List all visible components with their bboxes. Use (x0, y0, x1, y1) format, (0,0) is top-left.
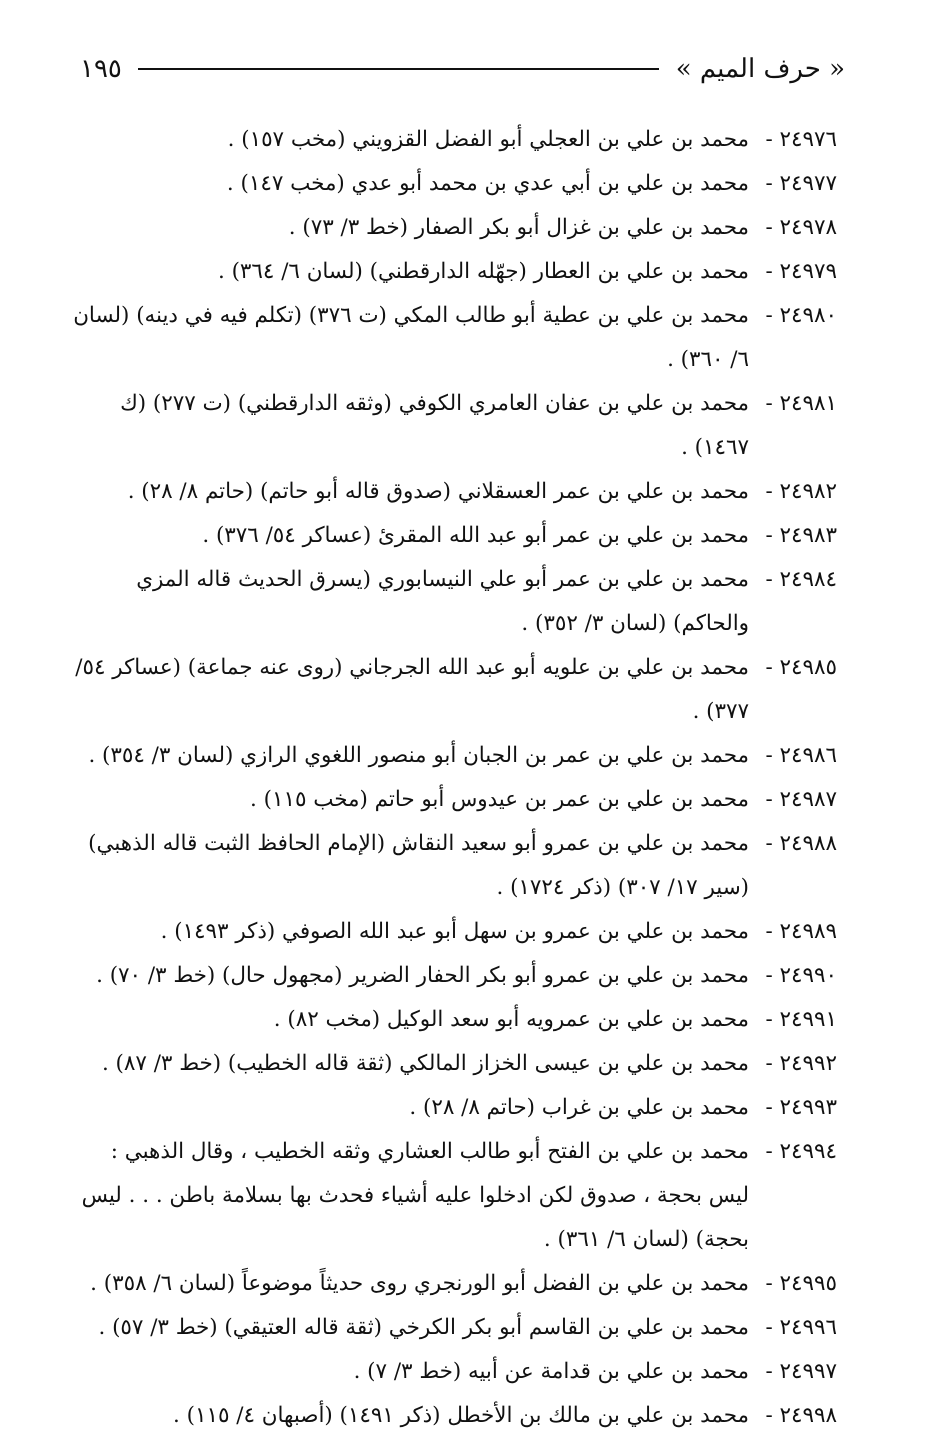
entry (70, 646, 837, 734)
entry-text: محمد بن علي بن مالك بن الأخطل (ذكر ١٤٩١) (أصبهان ٤/ ١١٥) . (173, 1403, 749, 1428)
entry-text: محمد بن علي بن عمر أبو علي النيسابوري (يسرق الحديث قاله المزي والحاكم) (لسان ٣/ ٣٥٢) . (136, 567, 749, 636)
entry (70, 206, 837, 250)
entry (70, 382, 837, 470)
entry-number: ٢٤٩٨٦ - (765, 743, 837, 768)
entry-number: ٢٤٩٩٨ - (765, 1403, 837, 1428)
entry (70, 1042, 837, 1086)
entry-text: محمد بن علي بن عمرو أبو سعيد النقاش (الإمام الحافظ الثبت قاله الذهبي) (سير ١٧/ ٣٠٧) (ذكر ١٧٢٤) . (88, 831, 749, 900)
entry-number: ٢٤٩٨١ - (765, 391, 837, 416)
entry-text: محمد بن علي بن الفضل أبو الورنجري روى حديثاً موضوعاً (لسان ٦/ ٣٥٨) . (90, 1271, 749, 1296)
entry-text: محمد بن علي بن غزال أبو بكر الصفار (خط ٣/ ٧٣) . (288, 215, 749, 240)
entry-text: محمد بن علي بن عيسى الخزاز المالكي (ثقة قاله الخطيب) (خط ٣/ ٨٧) . (101, 1051, 749, 1076)
entry (70, 734, 837, 778)
entry-number: ٢٤٩٨٥ - (765, 655, 837, 680)
entry-number: ٢٤٩٩١ - (765, 1007, 837, 1032)
entry-number: ٢٤٩٨٤ - (765, 567, 837, 592)
entry-text: محمد بن علي بن عمرويه أبو سعد الوكيل (مخب ٨٢) . (273, 1007, 749, 1032)
entry (70, 250, 837, 294)
entry-number: ٢٤٩٩٤ - (765, 1139, 837, 1164)
entry (70, 294, 837, 382)
entry-text: محمد بن علي بن عمر أبو عبد الله المقرئ (عساكر ٥٤/ ٣٧٦) . (202, 523, 749, 548)
header-rule (138, 68, 659, 70)
entry-text: محمد بن علي بن القاسم أبو بكر الكرخي (ثقة قاله العتيقي) (خط ٣/ ٥٧) . (98, 1315, 749, 1340)
entry-text: محمد بن علي بن عمرو بن سهل أبو عبد الله الصوفي (ذكر ١٤٩٣) . (160, 919, 749, 944)
entry (70, 1350, 837, 1394)
entry-number: ٢٤٩٨٢ - (765, 479, 837, 504)
entry-text: محمد بن علي بن عفان العامري الكوفي (وثقه الدارقطني) (ت ٢٧٧) (ك ١٤٦٧) . (120, 391, 749, 460)
entry (70, 954, 837, 998)
page-number: ١٩٥ (80, 54, 122, 84)
entry (70, 778, 837, 822)
entry-number: ٢٤٩٩٣ - (765, 1095, 837, 1120)
entry-number: ٢٤٩٨٣ - (765, 523, 837, 548)
entry (70, 162, 837, 206)
entry-number: ٢٤٩٧٨ - (765, 215, 837, 240)
entry (70, 910, 837, 954)
entry (70, 558, 837, 646)
entry-text: محمد بن علي بن عمر بن الجبان أبو منصور اللغوي الرازي (لسان ٣/ ٣٥٤) . (88, 743, 749, 768)
page-header (80, 52, 845, 96)
entry-number: ٢٤٩٨٨ - (765, 831, 837, 856)
entry-text: محمد بن علي بن أبي عدي بن محمد أبو عدي (مخب ١٤٧) . (226, 171, 749, 196)
entry-number: ٢٤٩٨٩ - (765, 919, 837, 944)
entry-number: ٢٤٩٧٩ - (765, 259, 837, 284)
entry-number: ٢٤٩٧٧ - (765, 171, 837, 196)
entry-number: ٢٤٩٩٠ - (765, 963, 837, 988)
entry-text: محمد بن علي بن العجلي أبو الفضل القزويني (مخب ١٥٧) . (227, 127, 749, 152)
entry-number: ٢٤٩٩٧ - (765, 1359, 837, 1384)
entry (70, 1306, 837, 1350)
entry-number: ٢٤٩٩٦ - (765, 1315, 837, 1340)
entry-text: محمد بن علي بن عطية أبو طالب المكي (ت ٣٧٦) (تكلم فيه في دينه) (لسان ٦/ ٣٦٠) . (73, 303, 749, 372)
entry (70, 1086, 837, 1130)
entries-list (70, 118, 837, 1438)
entry-number: ٢٤٩٩٥ - (765, 1271, 837, 1296)
entry (70, 822, 837, 910)
entry-number: ٢٤٩٩٢ - (765, 1051, 837, 1076)
entry-text: محمد بن علي بن عمر العسقلاني (صدوق قاله أبو حاتم) (حاتم ٨/ ٢٨) . (127, 479, 749, 504)
entry-text: محمد بن علي بن عمرو أبو بكر الحفار الضرير (مجهول حال) (خط ٣/ ٧٠) . (96, 963, 749, 988)
entry (70, 1394, 837, 1438)
entry-text: محمد بن علي بن العطار (جهّله الدارقطني) (لسان ٦/ ٣٦٤) . (217, 259, 749, 284)
entry-number: ٢٤٩٧٦ - (765, 127, 837, 152)
entry-text: محمد بن علي بن الفتح أبو طالب العشاري وثقه الخطيب ، وقال الذهبي : ليس بحجة ، صدوق لكن ادخلوا عليه أشياء فحدث بها بسلامة باطن . . . ليس بحجة) (لسان ٦/ ٣٦١) . (81, 1139, 749, 1252)
running-head-title: « حرف الميم » (675, 54, 845, 84)
entry-text: محمد بن علي بن غراب (حاتم ٨/ ٢٨) . (409, 1095, 749, 1120)
entry (70, 470, 837, 514)
entry (70, 118, 837, 162)
entry (70, 1130, 837, 1262)
entry-text: محمد بن علي بن عمر بن عيدوس أبو حاتم (مخب ١١٥) . (250, 787, 749, 812)
entry-number: ٢٤٩٨٠ - (765, 303, 837, 328)
entry-number: ٢٤٩٨٧ - (765, 787, 837, 812)
entry-text: محمد بن علي بن قدامة عن أبيه (خط ٣/ ٧) . (353, 1359, 749, 1384)
entry-text: محمد بن علي بن علويه أبو عبد الله الجرجاني (روى عنه جماعة) (عساكر ٥٤/ ٣٧٧) . (75, 655, 749, 724)
entry (70, 1262, 837, 1306)
entry (70, 514, 837, 558)
entry (70, 998, 837, 1042)
